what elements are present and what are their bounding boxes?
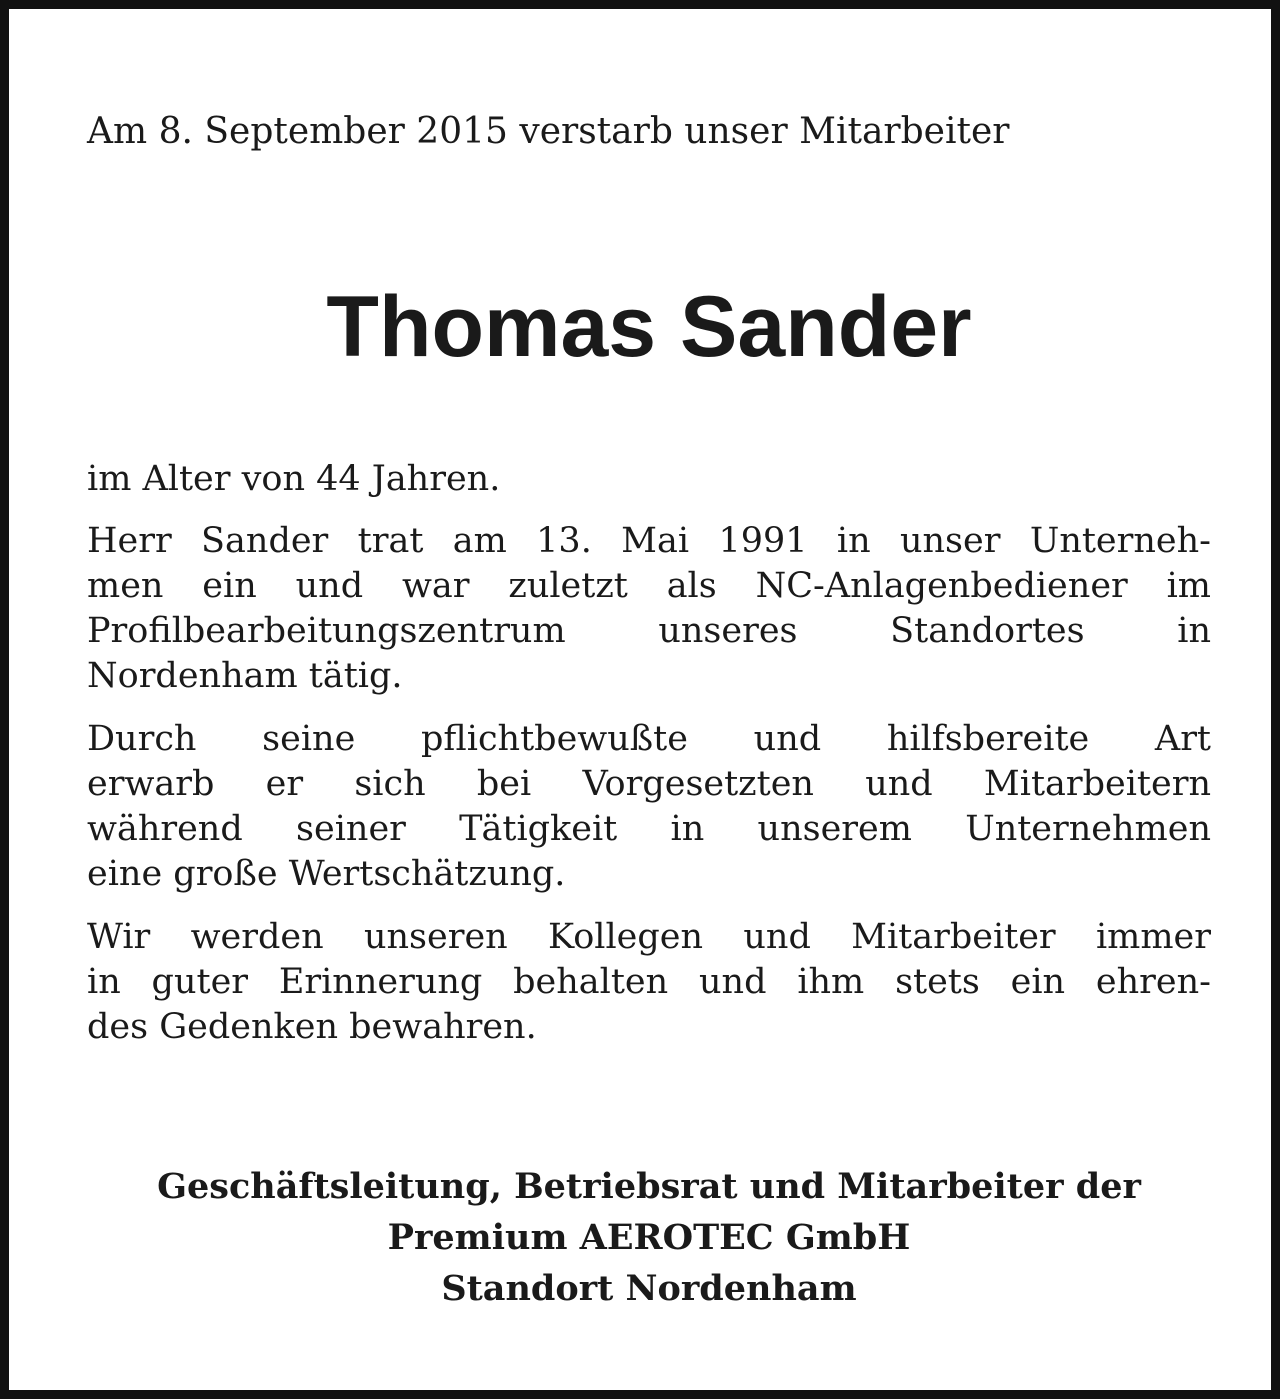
deceased-name: Thomas Sander xyxy=(326,279,972,375)
paragraph-line: Herr Sander trat am 13. Mai 1991 in unser Unterneh- xyxy=(87,521,1211,561)
paragraph-line: eine große Wertschätzung. xyxy=(87,854,566,894)
paragraph-line: während seiner Tätigkeit in unserem Unternehmen xyxy=(87,809,1211,849)
intro-line: Am 8. September 2015 verstarb unser Mitarbeiter xyxy=(87,111,1010,152)
paragraph-line: des Gedenken bewahren. xyxy=(87,1007,537,1047)
paragraph-line: erwarb er sich bei Vorgesetzten und Mitarbeitern xyxy=(87,764,1211,804)
paragraph-line: Profilbearbeitungszentrum unseres Standortes in xyxy=(87,611,1211,651)
paragraph-line: Durch seine pflichtbewußte und hilfsbereite Art xyxy=(87,719,1211,759)
remembrance-paragraph xyxy=(87,915,1211,1050)
character-paragraph xyxy=(87,717,1211,897)
paragraph-line: in guter Erinnerung behalten und ihm stets ein ehren- xyxy=(87,962,1211,1002)
location-line: Standort Nordenham xyxy=(441,1268,857,1309)
age-text: im Alter von 44 Jahren. xyxy=(87,459,501,499)
signature-line: Geschäftsleitung, Betriebsrat und Mitarbeiter der xyxy=(157,1166,1141,1207)
paragraph-line: Nordenham tätig. xyxy=(87,656,403,696)
signature-block xyxy=(9,1161,1280,1314)
paragraph-line: men ein und war zuletzt als NC-Anlagenbediener im xyxy=(87,566,1211,606)
age-line xyxy=(87,457,1211,502)
company-name: Premium AEROTEC GmbH xyxy=(387,1217,911,1258)
employment-paragraph xyxy=(87,519,1211,699)
paragraph-line: Wir werden unseren Kollegen und Mitarbeiter immer xyxy=(87,917,1211,957)
